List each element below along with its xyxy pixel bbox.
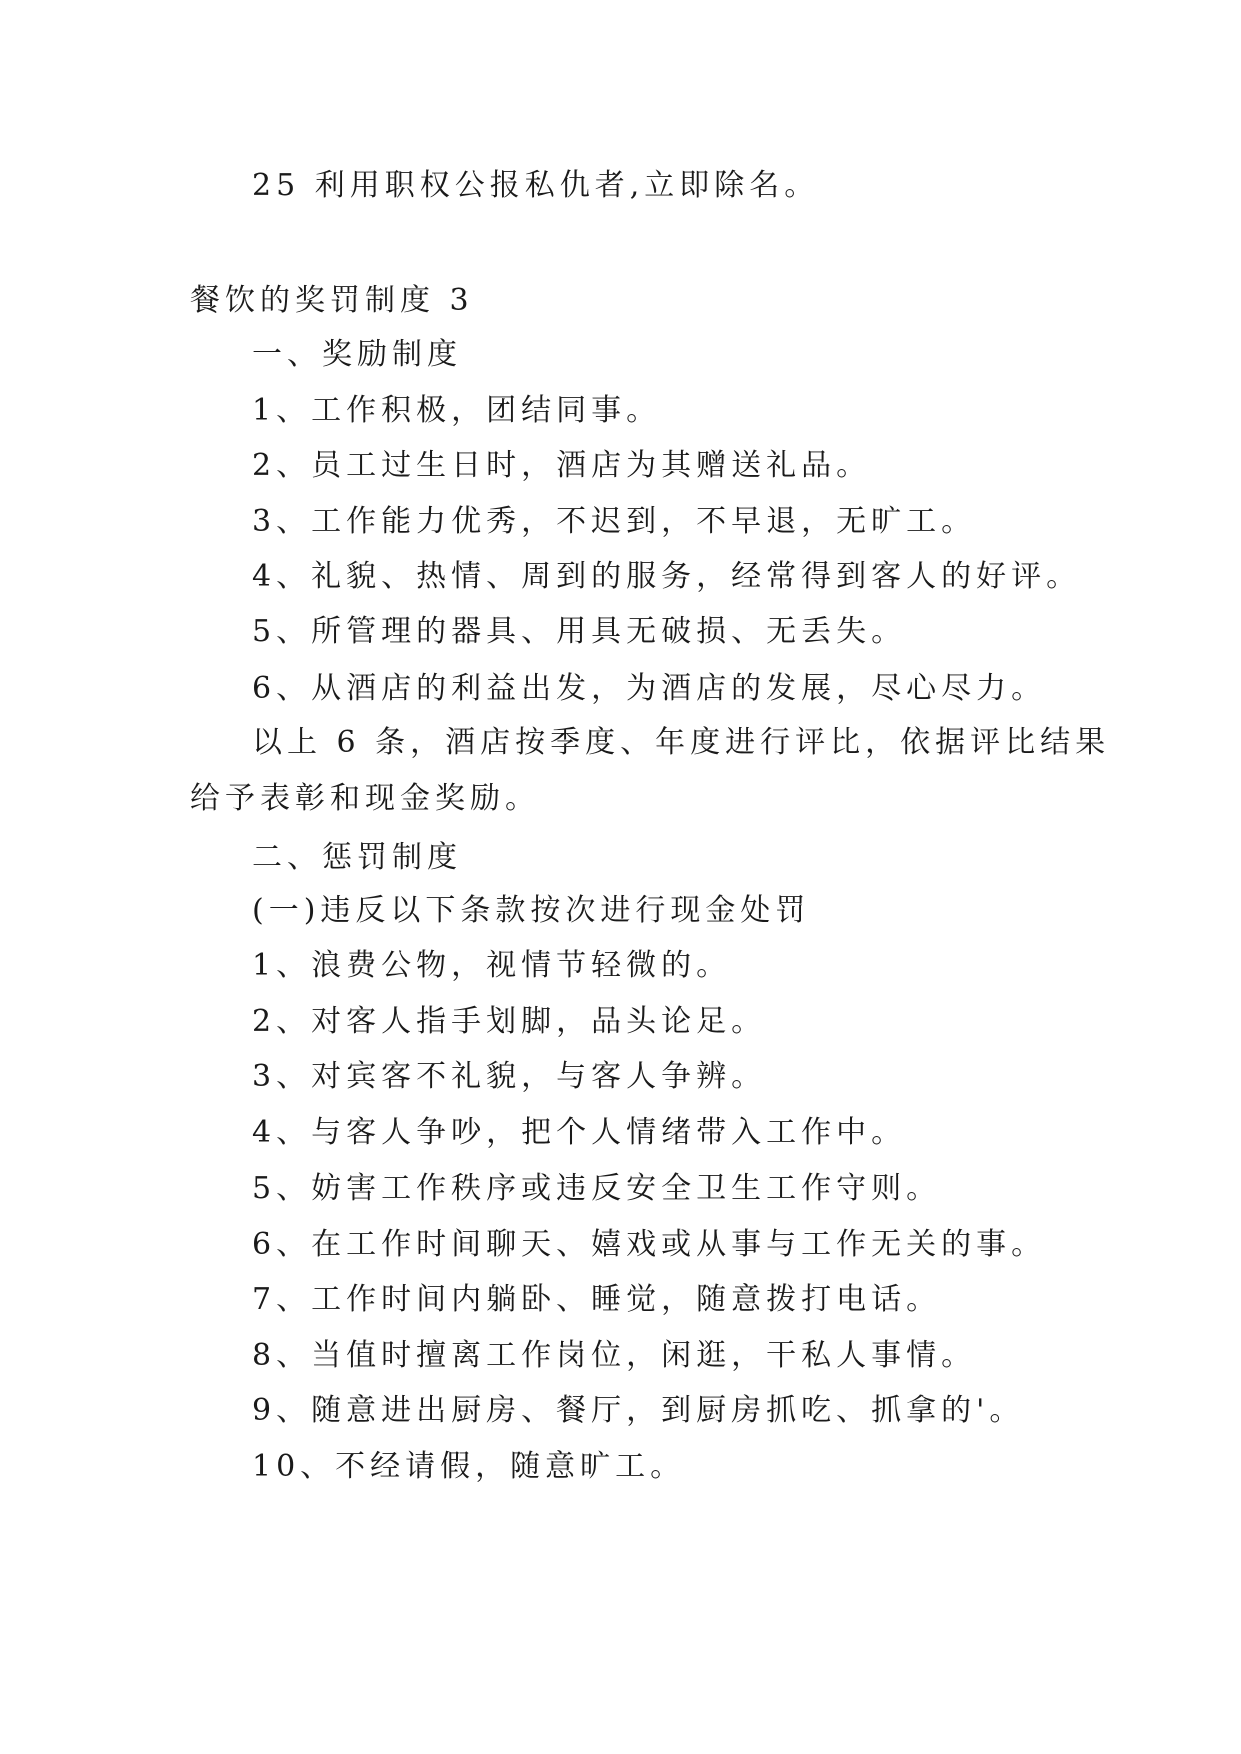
reward-item-3: 3、工作能力优秀，不迟到，不早退，无旷工。	[252, 504, 977, 539]
penalty-item-1: 1、浪费公物，视情节轻微的。	[252, 948, 732, 983]
section-title: 餐饮的奖罚制度 3	[190, 283, 474, 318]
penalty-item-3: 3、对宾客不礼貌，与客人争辨。	[252, 1059, 767, 1094]
penalty-heading: 二、惩罚制度	[252, 840, 462, 875]
penalty-item-6: 6、在工作时间聊天、嬉戏或从事与工作无关的事。	[252, 1227, 1047, 1262]
reward-item-1: 1、工作积极，团结同事。	[252, 393, 662, 428]
reward-heading: 一、奖励制度	[252, 337, 462, 372]
penalty-item-8: 8、当值时擅离工作岗位，闲逛，干私人事情。	[252, 1338, 977, 1373]
penalty-item-9: 9、随意进出厨房、餐厅，到厨房抓吃、抓拿的'。	[252, 1393, 1025, 1428]
penalty-item-10: 10、不经请假，随意旷工。	[252, 1449, 686, 1484]
reward-item-2: 2、员工过生日时，酒店为其赠送礼品。	[252, 448, 872, 483]
penalty-item-2: 2、对客人指手划脚，品头论足。	[252, 1004, 767, 1039]
reward-summary-line1: 以上 6 条，酒店按季度、年度进行评比，依据评比结果	[252, 725, 1111, 760]
reward-item-6: 6、从酒店的利益出发，为酒店的发展，尽心尽力。	[252, 671, 1047, 706]
penalty-subheading: (一)违反以下条款按次进行现金处罚	[252, 893, 811, 928]
reward-item-4: 4、礼貌、热情、周到的服务，经常得到客人的好评。	[252, 559, 1082, 594]
penalty-item-5: 5、妨害工作秩序或违反安全卫生工作守则。	[252, 1171, 942, 1206]
top-line: 25 利用职权公报私仇者,立即除名。	[252, 168, 820, 203]
penalty-item-7: 7、工作时间内躺卧、睡觉，随意拨打电话。	[252, 1282, 942, 1317]
reward-item-5: 5、所管理的器具、用具无破损、无丢失。	[252, 614, 907, 649]
penalty-item-4: 4、与客人争吵，把个人情绪带入工作中。	[252, 1115, 907, 1150]
reward-summary-line2: 给予表彰和现金奖励。	[190, 781, 540, 816]
